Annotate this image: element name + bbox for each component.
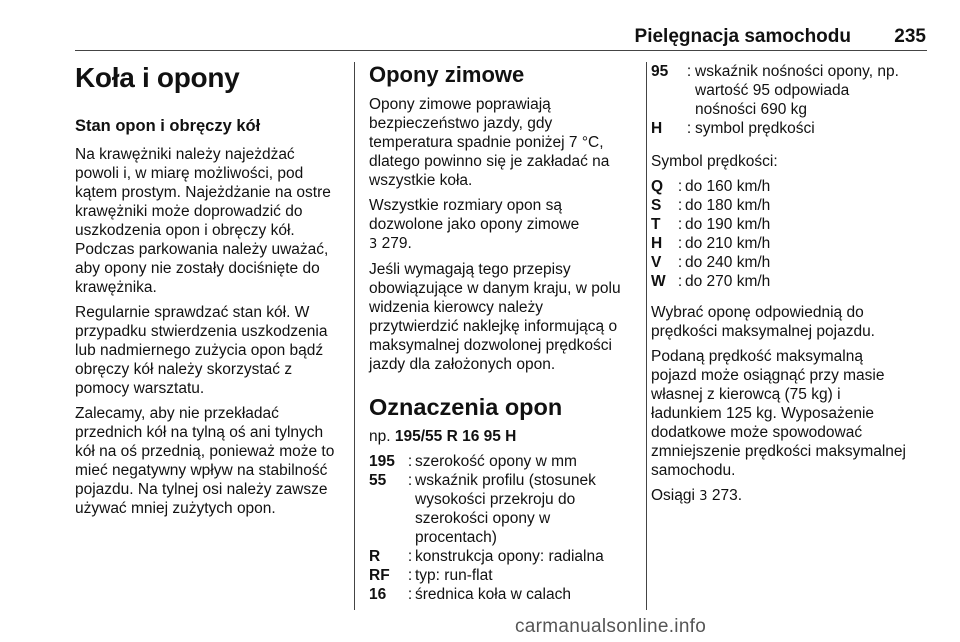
speed-term: V [651, 254, 662, 271]
speed-desc: do 210 km/h [685, 235, 771, 252]
column-1 [75, 62, 347, 524]
page-ref-arrow-icon: 3 [699, 489, 708, 504]
speed-desc: do 180 km/h [685, 197, 771, 214]
speed-desc: do 240 km/h [685, 254, 771, 271]
speed-desc: do 270 km/h [685, 273, 771, 290]
code-term: R [369, 548, 381, 565]
code-term: 55 [369, 472, 387, 489]
chapter-title: Koła i opony [75, 62, 240, 93]
code-desc: szerokość opony w mm [415, 453, 577, 470]
paragraph-winter-intro: Opony zimowe poprawiają bezpieczeństwo jazdy, gdy temperatura spadnie poniżej 7 °C, dlatego powinno się je zakładać na wszystkie koła. [369, 96, 610, 189]
code-desc: średnica koła w calach [415, 586, 571, 603]
code-desc: wskaźnik nośności opony, np. wartość 95 odpowiada nośności 690 kg [695, 63, 899, 118]
page-header [75, 0, 927, 51]
paragraph-curbs: Na krawężniki należy najeżdżać powoli i, w miarę możliwości, pod kątem prostym. Najeżdżanie na ostre krawężniki może doprowadzić do uszkodzenia opon i obręczy kół. Podczas parkowania należy uważać, aby opony nie zostały dociśnięte do krawężnika. [75, 146, 331, 296]
speed-symbol-list: Q : do 160 km/h S : do 180 km/h T : do 190 km/h H : do 210 km/h V : do 240 km/h W : do 270 km/h [651, 177, 929, 291]
column-3 [651, 62, 929, 512]
code-term: H [651, 120, 663, 137]
section-title: Pielęgnacja samochodu [634, 26, 851, 47]
code-term: 16 [369, 586, 387, 603]
watermark: carmanualsonline.info [515, 616, 707, 637]
paragraph-sticker: Jeśli wymagają tego przepisy obowiązujące w danym kraju, w polu widzenia kierowcy należy przytwierdzić naklejkę informującą o maksymalnej dozwolonej prędkości jazdy dla założonych opon. [369, 261, 621, 373]
column-divider-right [646, 62, 647, 610]
code-term: 195 [369, 453, 395, 470]
speed-term: S [651, 197, 662, 214]
speed-term: H [651, 235, 663, 252]
tyre-code-list-continued: 95 : wskaźnik nośności opony, np. wartość 95 odpowiada nośności 690 kg H : symbol prędkości [651, 62, 929, 138]
speed-term: Q [651, 178, 664, 195]
code-term: 95 [651, 63, 669, 80]
column-divider-left [354, 62, 355, 610]
speed-term: W [651, 273, 666, 290]
heading-winter-tyres: Opony zimowe [369, 62, 525, 87]
page-number: 235 [894, 26, 926, 47]
page-ref-link[interactable]: 279. [377, 235, 412, 252]
code-desc: symbol prędkości [695, 120, 815, 137]
column-2 [369, 62, 637, 610]
paragraph-max-speed: Podaną prędkość maksymalną pojazd może osiągnąć przy masie własnej z kierowcą (75 kg) i ładunkiem 125 kg. Wyposażenie dodatkowe może spowodować zmniejszenie prędkości maksymalnej samochodu. [651, 348, 906, 479]
tyre-code-list: 195 : szerokość opony w mm 55 : wskaźnik profilu (stosunek wysokości przekroju do szerokości opony w procentach) R : konstrukcja opony: radialna RF : typ: run-flat 16 : średnica koła w calach [369, 452, 637, 604]
paragraph-choose-tyre: Wybrać oponę odpowiednią do prędkości maksymalnej pojazdu. [651, 304, 875, 340]
speed-desc: do 160 km/h [685, 178, 771, 195]
paragraph-performance-ref: Osiągi 3 273. [651, 487, 743, 504]
example-code-line: np. 195/55 R 16 95 H [369, 428, 517, 445]
paragraph-rotation: Zalecamy, aby nie przekładać przednich kół na tylną oś ani tylnych kół na oś przednią, ponieważ może to mieć negatywny wpływ na stabilność pojazdu. Na tylnej osi należy zawsze używać mniej zużytych opon. [75, 405, 335, 517]
speed-term: T [651, 216, 661, 233]
heading-tyre-markings: Oznaczenia opon [369, 394, 563, 420]
code-term: RF [369, 567, 390, 584]
speed-symbol-label: Symbol prędkości: [651, 153, 778, 170]
section-heading: Stan opon i obręczy kół [75, 117, 261, 135]
code-desc: konstrukcja opony: radialna [415, 548, 604, 565]
code-desc: wskaźnik profilu (stosunek wysokości przekroju do szerokości opony w procentach) [415, 472, 596, 546]
page-ref-link[interactable]: 273. [707, 487, 743, 504]
page-ref-arrow-icon: 3 [369, 237, 378, 252]
paragraph-sizes: Wszystkie rozmiary opon są dozwolone jako opony zimowe 3 279. [369, 197, 580, 252]
speed-desc: do 190 km/h [685, 216, 771, 233]
paragraph-check-wheels: Regularnie sprawdzać stan kół. W przypadku stwierdzenia uszkodzenia lub nadmiernego zużycia opon bądź obręczy kół należy skorzystać z pomocy warsztatu. [75, 304, 328, 397]
code-desc: typ: run-flat [415, 567, 493, 584]
example-code: 195/55 R 16 95 H [394, 428, 517, 445]
